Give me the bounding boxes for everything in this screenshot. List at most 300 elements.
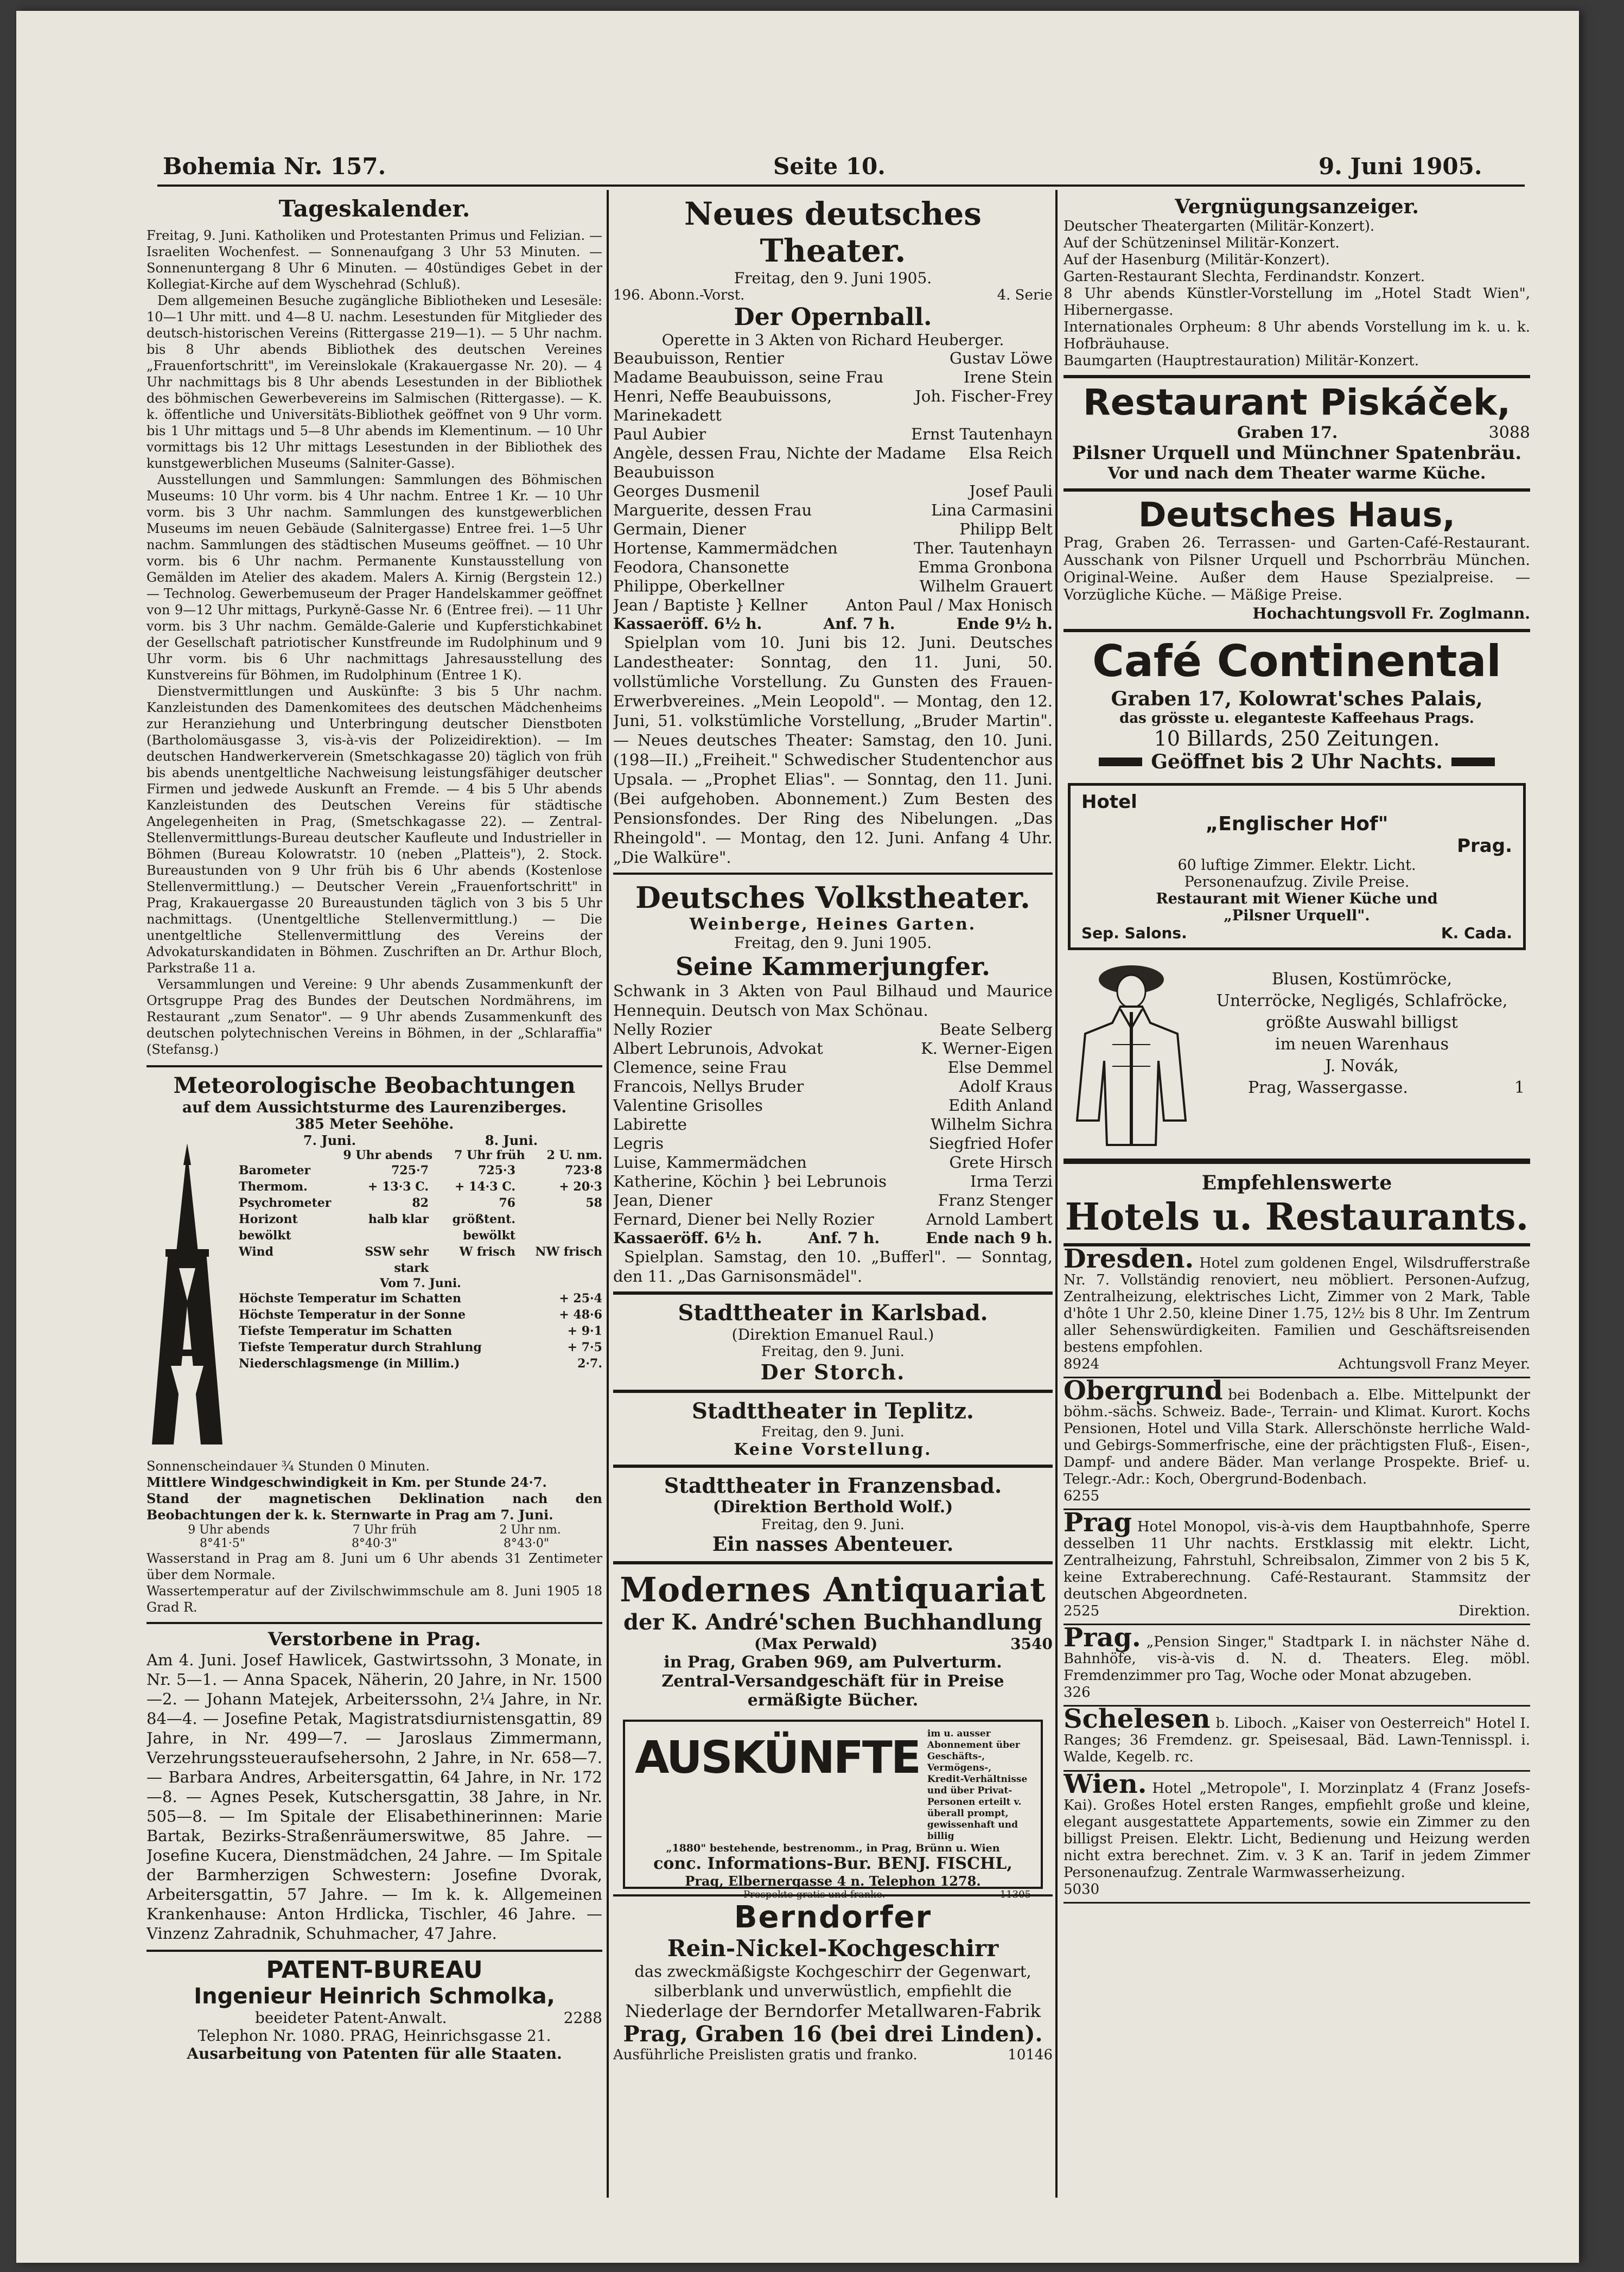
vergnuegung-line: Deutscher Theatergarten (Militär-Konzert).	[1063, 218, 1375, 234]
meteo-row-value: W frisch	[459, 1245, 515, 1259]
volks-ende: Ende nach 9 h.	[926, 1229, 1053, 1247]
decl-time-1: 9 Uhr abends	[188, 1523, 270, 1537]
antiquariat-num: 3540	[1010, 1635, 1053, 1653]
cast-row	[613, 1134, 1053, 1153]
auskuenfte-num: 11305	[999, 1889, 1031, 1900]
vergnuegung-lines	[1063, 218, 1530, 370]
column-2	[613, 195, 1053, 2192]
volks-spielplan: Spielplan. Samstag, den 10. „Bufferl". — Sonntag, den 11. „Das Garnisonsmädel".	[613, 1248, 1053, 1285]
novak-text	[1199, 969, 1525, 1099]
neues-ende: Ende 9½ h.	[956, 615, 1053, 633]
englischer-l1: 60 luftige Zimmer. Elektr. Licht.	[1177, 857, 1416, 874]
column-1	[147, 195, 602, 2192]
cast-row	[613, 1020, 1053, 1039]
cafe-name: Café Continental	[1092, 636, 1501, 686]
cafe-l3: 10 Billards, 250 Zeitungen.	[1154, 727, 1440, 750]
meteo-wind-speed: Mittlere Windgeschwindigkeit in Km. per Stunde 24·7.	[147, 1474, 547, 1490]
cast-row	[613, 482, 1053, 501]
meteo-temp-value: + 25·4	[559, 1291, 602, 1306]
cast-actor: Irene Stein	[963, 368, 1053, 386]
cast-actor: K. Werner-Eigen	[921, 1039, 1053, 1058]
meteo-temp-row	[239, 1323, 602, 1339]
franzensbad-dir: (Direktion Berthold Wolf.)	[712, 1498, 953, 1517]
tageskalender-p3: Ausstellungen und Sammlungen: Sammlungen des Böhmischen Museums: 10 Uhr vorm. bis 4 Uhr nachm. Entree 1 Kr. — 10 Uhr vorm. bis 3 Uhr nachm. Sammlungen des kunstgewerblichen Museums im neuen Gebäude (Salnitergasse) Entree frei. 1—5 Uhr nachm. Sammlungen des städtischen Museums geöffnet. — 10 Uhr vorm. bis 6 Uhr nachm. Permanente Kunstausstellung von Gemälden im Atelier des akadem. Malers A. Kirnig (Bergstein 12.) — Technolog. Gewerbemuseum der Prager Handelskammer geöffnet von 9—12 Uhr mittags, Purkyně-Gasse Nr. 6 (Entree frei). — 11 Uhr vorm. bis 3 Uhr nachm. Gemälde-Galerie und Kupferstichkabinet der Gesellschaft patriotischer Kunstfreunde im Rudolphinum und 9 Uhr vorm. bis 6 Uhr nachmittags Jahresausstellung des Kunstvereins für Böhmen, im Rudolphinum (Entree 1 K).	[147, 472, 602, 683]
header-rule	[157, 184, 1525, 187]
meteo-row-value: halb klar	[368, 1212, 429, 1226]
englischer-l4: „Pilsner Urquell".	[1224, 907, 1370, 924]
auskuenfte-side: im u. ausser Abonnement über Geschäfts-, Vermögens-, Kredit-Verhältnisse und über Privat-Personen erteilt v. überall prompt, gewissenhaft und billig	[927, 1728, 1028, 1842]
novak-row	[1199, 1077, 1525, 1099]
hotel-entry-text-block	[1063, 1769, 1530, 1881]
cast-row	[613, 387, 1053, 425]
cast-role: Valentine Grisolles	[613, 1096, 763, 1115]
cafe-l4-row	[1063, 750, 1530, 773]
divider	[613, 1390, 1053, 1393]
berndorfer-num: 10146	[1008, 2047, 1053, 2063]
cast-actor: Josef Pauli	[969, 482, 1053, 500]
cast-row	[613, 425, 1053, 444]
meteo-temp-row	[239, 1307, 602, 1323]
meteo-row-label: Wind	[239, 1245, 274, 1259]
meteo-row	[239, 1195, 602, 1211]
neues-kasse: Kassaeröff. 6½ h.	[613, 615, 762, 633]
cast-row	[613, 1039, 1053, 1058]
vergnuegung-line: Auf der Schützeninsel Militär-Konzert.	[1063, 235, 1340, 251]
arrow-left-icon	[1099, 758, 1142, 766]
meteo-row-value: SSW sehr stark	[365, 1245, 429, 1275]
divider	[147, 1622, 602, 1624]
meteo-row-value: 725·7	[391, 1163, 429, 1178]
patent-last: Ausarbeitung von Patenten für alle Staaten.	[187, 2045, 562, 2063]
hotel-footer	[1063, 1881, 1530, 1898]
meteo-row-value: 723·8	[565, 1163, 602, 1178]
cast-actor: Beate Selberg	[939, 1020, 1053, 1039]
header-center: Seite 10.	[773, 153, 886, 180]
englischer-owner: K. Cada.	[1441, 924, 1512, 942]
hotel-entry	[1063, 1622, 1530, 1707]
cast-role: Labirette	[613, 1115, 687, 1134]
meteo-row-value: + 14·3 C.	[454, 1180, 515, 1194]
meteo-temp-row	[239, 1339, 602, 1355]
deutscheshaus-sign: Hochachtungsvoll Fr. Zoglmann.	[1252, 604, 1530, 622]
meteo-temp-label: Höchste Temperatur im Schatten	[239, 1291, 461, 1306]
meteo-row-value: größtent. bewölkt	[452, 1212, 515, 1243]
meteo-temp-value: + 7·5	[567, 1340, 602, 1354]
cast-row	[613, 444, 1053, 482]
meteo-row-value: + 13·3 C.	[367, 1180, 429, 1194]
meteo-block	[147, 1132, 602, 1458]
tageskalender-p1: Freitag, 9. Juni. Katholiken und Protestanten Primus und Felizian. — Israeliten Wochenfest. — Sonnenaufgang 3 Uhr 53 Minuten. — Sonnenuntergang 8 Uhr 6 Minuten. — 40stündiges Gebet in der Kollegiat-Kirche auf dem Wyschehrad (Schluß).	[147, 228, 602, 292]
hotel-num: 6255	[1063, 1488, 1100, 1504]
meteo-water: Wasserstand in Prag am 8. Juni um 6 Uhr abends 31 Zentimeter über dem Normale.	[147, 1551, 602, 1582]
hotel-entry	[1063, 1507, 1530, 1625]
cafe-desc: das grösste u. eleganteste Kaffeehaus Prags.	[1119, 710, 1474, 727]
tageskalender-p5: Versammlungen und Vereine: 9 Uhr abends Zusammenkunft der Ortsgruppe Prag des Bundes der Deutschen Nordmährens, im Restaurant „zum Senator". — 9 Uhr abends Zusammenkunft des deutschen polytechnischen Vereins in Böhmen, in der „Schlaraffia" (Stefansg.)	[147, 977, 602, 1057]
header-right: 9. Juni 1905.	[1319, 153, 1482, 180]
thick-divider	[1063, 1159, 1530, 1164]
meteo-row	[239, 1179, 602, 1195]
cast-row	[613, 1191, 1053, 1210]
cast-actor: Grete Hirsch	[949, 1153, 1053, 1172]
antiquariat-l5: Zentral-Versandgeschäft für in Preise ermäßigte Bücher.	[661, 1672, 1004, 1710]
cast-row	[613, 1153, 1053, 1172]
meteo-date-1: 7. Juni.	[303, 1132, 356, 1148]
cast-actor: Adolf Kraus	[959, 1077, 1053, 1096]
karlsbad-play: Der Storch.	[760, 1360, 906, 1384]
cast-row	[613, 349, 1053, 368]
meteo-temp-label: Höchste Temperatur in der Sonne	[239, 1308, 466, 1322]
meteo-row	[239, 1244, 602, 1276]
cast-actor: Philipp Belt	[959, 520, 1053, 538]
hotel-num: 8924	[1063, 1356, 1100, 1372]
auskuenfte-ad	[623, 1720, 1043, 1900]
englischer-name: „Englischer Hof"	[1205, 813, 1389, 835]
cast-role: Madame Beaubuisson, seine Frau	[613, 368, 884, 386]
novak-l5: J. Novák,	[1325, 1057, 1399, 1075]
meteo-temp-value: + 48·6	[559, 1308, 602, 1322]
divider	[1063, 375, 1530, 378]
volks-kasse: Kassaeröff. 6½ h.	[613, 1229, 762, 1247]
hotel-text: Hotel Monopol, vis-à-vis dem Hauptbahnhofe, Sperre desselben 11 Uhr nachts. Erstklassig mit elektr. Licht, Zentralheizung, Fahrstuhl, Schreibsalon, Zimmer von 2 bis 5 K, keine Extraberechnung. Café-Restaurant. Stammsitz der deutschen Abgeordneten.	[1063, 1519, 1530, 1602]
volks-title: Deutsches Volkstheater.	[635, 880, 1030, 915]
header-left: Bohemia Nr. 157.	[163, 153, 386, 180]
cast-actor: Elsa Reich	[968, 444, 1053, 462]
tageskalender-title: Tageskalender.	[278, 195, 470, 222]
hotel-text: „Pension Singer," Stadtpark I. in nächster Nähe d. Bahnhöfe, vis-à-vis d. N. d. Theaters. Eleg. möbl. Fremdenzimmer pro Tag, Woche oder Monat abzugeben.	[1063, 1634, 1530, 1684]
meteo-row-value: 58	[585, 1196, 602, 1210]
meteo-time-1: 9 Uhr abends	[343, 1148, 433, 1162]
cast-row	[613, 1210, 1053, 1229]
cast-row	[613, 1115, 1053, 1134]
meteo-temp-label: Niederschlagsmenge (in Millim.)	[239, 1357, 460, 1371]
hotel-footer	[1063, 1684, 1530, 1701]
cast-row	[613, 539, 1053, 558]
neues-play: Der Opernball.	[734, 303, 932, 331]
englischer-city: Prag.	[1457, 835, 1512, 857]
piskacek-name: Restaurant Piskáček,	[1082, 381, 1511, 423]
cast-actor: Irma Terzi	[970, 1172, 1053, 1191]
column-divider	[1055, 190, 1058, 2198]
meteo-time-2: 7 Uhr früh	[454, 1148, 525, 1162]
hotel-num: 326	[1063, 1684, 1091, 1701]
franzensbad-title: Stadttheater in Franzensbad.	[664, 1473, 1002, 1498]
meteo-table	[239, 1132, 602, 1372]
neues-date: Freitag, den 9. Juni 1905.	[734, 269, 932, 287]
piskacek-num: 3088	[1488, 423, 1530, 442]
woman-blouse-illustration	[1069, 958, 1194, 1148]
vergnuegung-line: 8 Uhr abends Künstler-Vorstellung im „Hotel Stadt Wien", Hibernergasse.	[1063, 285, 1530, 319]
decl-val-3: 8°43·0"	[503, 1537, 550, 1550]
meteo-temp-value: + 9·1	[567, 1324, 602, 1338]
cast-row	[613, 1172, 1053, 1191]
divider	[1063, 488, 1530, 492]
englischer-hotel: Hotel	[1081, 791, 1137, 813]
novak-l1: Blusen, Kostümröcke,	[1271, 970, 1453, 989]
cast-actor: Arnold Lambert	[926, 1210, 1053, 1229]
meteo-temp-label: Tiefste Temperatur durch Strahlung	[239, 1340, 482, 1354]
antiquariat-row	[613, 1635, 1053, 1653]
hotel-footer	[1063, 1488, 1530, 1504]
hotel-entry-text-block	[1063, 1244, 1530, 1356]
novak-l6: Prag, Wassergasse.	[1248, 1078, 1408, 1097]
decl-val-2: 8°40·3"	[351, 1537, 398, 1550]
auskuenfte-l5: Prospekte gratis und franko.	[743, 1889, 886, 1900]
neues-spielplan: Spielplan vom 10. Juni bis 12. Juni. Deutsches Landestheater: Sonntag, den 11. Juni, 50. vollstümliche Vorstellung. Zu Gunsten des Frauen-Erwerbvereines. „Mein Leopold". — Montag, den 12. Juni, 51. volkstümliche Vorstellung, „Bruder Martin". — Neues deutsches Theater: Samstag, den 10. Juni. (198—II.) „Freiheit." Schwedischer Studentenchor aus Upsala. — „Prophet Elias". — Sonntag, den 11. Juni. (Bei aufgehoben. Abonnement.) Zum Besten des Pensionsfondes. Der Ring des Nibelungen. „Das Rheingold". — Montag, den 12. Juni. Anfang 4 Uhr. „Die Walküre".	[613, 633, 1053, 867]
novak-l2: Unterröcke, Negligés, Schlafröcke,	[1216, 991, 1508, 1010]
antiquariat-l3: (Max Perwald)	[754, 1635, 878, 1653]
cast-actor: Emma Gronbona	[918, 558, 1053, 576]
meteo-row-value	[515, 1211, 602, 1244]
hotel-entry	[1063, 1704, 1530, 1772]
auskuenfte-l2: „1880" bestehende, bestrenomm., in Prag, Brünn u. Wien	[666, 1842, 1000, 1854]
neues-anf: Anf. 7 h.	[823, 615, 895, 633]
tageskalender-p4: Dienstvermittlungen und Auskünfte: 3 bis 5 Uhr nachm. Kanzleistunden des Damenkomitees des deutschen Mädchenheims zur Heranziehung und Unterbringung deutscher Dienstboten (Bartholomäusgasse 3, vis-à-vis der Polizeidirektion). — Im deutschen Handwerkerverein (Smetschkagasse 20) täglich von früh bis abends unentgeltliche Nachweisung leistungsfähiger deutscher Firmen und jedwede Auskunft an Fremde. — 4 bis 5 Uhr abends Kanzleistunden des Deutschen Vereins für städtische Angelegenheiten in Prag, (Smetschkagasse 22). — Zentral-Stellenvermittlungs-Bureau deutscher Kaufleute und Industrieller in Böhmen (Bureau Kolowratstr. 10 (neben „Platteis"), 2. Stock. Bureaustunden von 9 Uhr früh bis 6 Uhr abends (Kostenlose Stellenvermittlung.) — Deutscher Verein „Frauenfortschritt" in Prag, Krakauergasse 20 Bureaustunden täglich von 3 bis 5 Uhr nachmittags. (Unentgeltliche Stellenvermittlung.) — Die unentgeltliche Stellenvermittlung des Vereins der Advokaturskandidaten in Böhmen. Zuschriften an Dr. Arthur Bloch, Parkstraße 11 a.	[147, 684, 602, 976]
piskacek-l3: Vor und nach dem Theater warme Küche.	[1107, 464, 1486, 483]
cast-actor: Anton Paul / Max Honisch	[845, 596, 1053, 614]
cast-actor: Wilhelm Grauert	[919, 577, 1053, 595]
hotel-entry-text-block	[1063, 1507, 1530, 1603]
divider	[1063, 629, 1530, 632]
meteo-temps	[239, 1290, 602, 1372]
cast-role: Jean, Diener	[613, 1191, 712, 1210]
neues-serie: 4. Serie	[997, 287, 1053, 303]
cast-role: Nelly Rozier	[613, 1020, 712, 1039]
cast-actor: Franz Stenger	[938, 1191, 1053, 1210]
cast-role: Fernard, Diener bei Nelly Rozier	[613, 1210, 874, 1229]
cast-actor: Siegfried Hofer	[928, 1134, 1053, 1153]
cafe-l4: Geöffnet bis 2 Uhr Nachts.	[1151, 750, 1443, 773]
teplitz-date: Freitag, den 9. Juni.	[761, 1424, 905, 1440]
meteo-temp-label: Tiefste Temperatur im Schatten	[239, 1324, 453, 1338]
cast-role: Germain, Diener	[613, 520, 746, 538]
hotel-text: Hotel „Metropole", I. Morzinplatz 4 (Franz Josefs-Kai). Großes Hotel ersten Ranges, empfiehlt große und kleine, elegant ausgestattete Appartements, sowie ein Zimmer zu den billigst Preisen. Elektr. Licht, Bedienung und Heizung werden nicht extra berechnet. Zim. v. 3 K an. Tarif in jedem Zimmer Personenaufzug. Zentrale Warmwasserheizung.	[1063, 1780, 1530, 1881]
tower-icon	[147, 1143, 228, 1447]
neues-abon: 196. Abonn.-Vorst.	[613, 287, 745, 303]
neues-abon-row	[613, 287, 1053, 303]
cast-actor: Ernst Tautenhayn	[910, 425, 1053, 443]
cast-row	[613, 596, 1053, 615]
hotel-num: 5030	[1063, 1881, 1100, 1898]
decl-time-3: 2 Uhr nm.	[499, 1523, 561, 1537]
berndorfer-sub: Rein-Nickel-Kochgeschirr	[667, 1935, 999, 1962]
franzensbad-date: Freitag, den 9. Juni.	[761, 1517, 905, 1533]
englischer-sep: Sep. Salons.	[1081, 924, 1187, 942]
meteo-row-label: Thermom.	[239, 1180, 308, 1194]
hotel-city: Prag	[1063, 1507, 1132, 1538]
meteo-time-3: 2 U. nm.	[546, 1148, 602, 1162]
column-divider	[607, 190, 609, 2198]
novak-num: 1	[1514, 1078, 1525, 1097]
meteo-date-2: 8. Juni.	[485, 1132, 538, 1148]
hotel-text: b. Liboch. „Kaiser von Oesterreich" Hotel I. Ranges; 36 Fremdenz. gr. Speisesaal, Bäd. Lawn-Tennisspl. i. Walde, Kegelb. rc.	[1063, 1715, 1530, 1765]
berndorfer-text: das zweckmäßigste Kochgeschirr der Gegenwart, silberblank und unverwüstlich, empfiehlt die	[634, 1962, 1031, 2000]
hotels-pre: Empfehlenswerte	[1201, 1172, 1392, 1194]
cast-role: Katherine, Köchin } bei Lebrunois	[613, 1172, 887, 1191]
englischer-hof-ad	[1068, 783, 1526, 950]
hotel-entry-text-block	[1063, 1376, 1530, 1488]
patent-num: 2288	[563, 2009, 602, 2027]
novak-l3: größte Auswahl billigst	[1266, 1013, 1458, 1032]
volks-play: Seine Kammerjungfer.	[675, 952, 991, 981]
cast-actor: Else Demmel	[947, 1058, 1053, 1077]
divider	[613, 873, 1053, 875]
cast-row	[613, 368, 1053, 387]
meteo-row-value: 76	[499, 1196, 515, 1210]
cast-row	[613, 1058, 1053, 1077]
karlsbad-date: Freitag, den 9. Juni.	[761, 1344, 905, 1360]
divider	[613, 1465, 1053, 1468]
meteo-row-value: 82	[412, 1196, 429, 1210]
hotel-text: bei Bodenbach a. Elbe. Mittelpunkt der böhm.-sächs. Schweiz. Bade-, Terrain- und Klimat. Kurort. Kochs Pensionen, Hotel und Villa Stark. Allerschönste herrliche Wald- und Gebirgs-Sommerfrische, eine der prächtigsten Fluß-, Eisen-, Dampf- und andere Bäder. Man verlange Prospekte. Brief- u. Telegr.-Adr.: Koch, Obergrund-Bodenbach.	[1063, 1387, 1530, 1487]
englischer-l2: Personenaufzug. Zivile Preise.	[1184, 874, 1410, 890]
teplitz-title: Stadttheater in Teplitz.	[692, 1398, 974, 1424]
franzensbad-play: Ein nasses Abenteuer.	[712, 1533, 954, 1556]
tageskalender-p2: Dem allgemeinen Besuche zugängliche Bibliotheken und Lesesäle: 10—1 Uhr mitt. und 4—8 U. nachm. Lesestunden für Mitglieder des deutsch-historischen Vereins (Rittergasse 219—1). — 5 Uhr nachm. bis 8 Uhr abends Bibliothek des deutschen Vereines „Frauenfortschritt", im Vereinslokale (Krakauergasse Nr. 20). — 4 Uhr nachmittags bis 8 Uhr abends Lesestunden in der Bibliothek des böhmischen Gewerbevereins im Salmischen (Rittergasse). — K. k. öffentliche und Universitäts-Bibliothek geöffnet von 9 Uhr vorm. bis 1 Uhr mittags und 5—8 Uhr abends im Klementinum. — 10 Uhr vormittags bis 12 Uhr mittags Lesestunden in der Bibliothek des kunstgewerblichen Museums (Salniter-Gasse).	[147, 293, 602, 471]
auskuenfte-row	[635, 1889, 1031, 1900]
cast-role: Clemence, seine Frau	[613, 1058, 787, 1077]
cast-row	[613, 1077, 1053, 1096]
cast-row	[613, 501, 1053, 520]
piskacek-addr-row	[1063, 423, 1530, 442]
meteo-temp-row	[239, 1355, 602, 1372]
meteo-row-label: Barometer	[239, 1163, 311, 1178]
piskacek-addr: Graben 17.	[1237, 423, 1338, 442]
divider	[613, 1291, 1053, 1295]
hotel-city: Schelesen	[1063, 1704, 1211, 1734]
meteo-decl-values	[147, 1537, 602, 1550]
cast-row	[613, 558, 1053, 577]
cast-actor: Edith Anland	[948, 1096, 1053, 1115]
karlsbad-dir: (Direktion Emanuel Raul.)	[731, 1326, 934, 1344]
auskuenfte-l4: Prag, Elbernergasse 4 n. Telephon 1278.	[685, 1873, 981, 1889]
hotel-entry-text-block	[1063, 1704, 1530, 1766]
cast-role: Luise, Kammermädchen	[613, 1153, 807, 1172]
meteo-title: Meteorologische Beobachtungen	[173, 1073, 576, 1098]
cast-actor: Wilhelm Sichra	[931, 1115, 1053, 1134]
meteo-decl-times	[147, 1523, 602, 1537]
column-3	[1063, 195, 1530, 2192]
meteo-subtitle: auf dem Aussichtsturme des Laurenziberges.	[182, 1098, 567, 1116]
cast-row	[613, 520, 1053, 539]
vergnuegung-line: Baumgarten (Hauptrestauration) Militär-Konzert.	[1063, 353, 1419, 369]
volks-desc: Schwank in 3 Akten von Paul Bilhaud und Maurice Hennequin. Deutsch von Max Schönau.	[613, 982, 1053, 1020]
novak-ad	[1063, 958, 1530, 1153]
cast-actor: Gustav Löwe	[950, 349, 1053, 367]
teplitz-play: Keine Vorstellung.	[734, 1440, 932, 1459]
meteo-row-value: 725·3	[478, 1163, 515, 1178]
cast-actor: Ther. Tautenhayn	[914, 539, 1053, 557]
hotel-entry-text-block	[1063, 1622, 1530, 1684]
cast-role: Beaubuisson, Rentier	[613, 349, 784, 367]
meteo-sunshine: Sonnenscheindauer ¾ Stunden 0 Minuten.	[147, 1459, 430, 1474]
hotel-num: 2525	[1063, 1603, 1100, 1619]
meteo-row-value: NW frisch	[535, 1245, 602, 1259]
auskuenfte-big: AUSKÜNFTE	[635, 1732, 920, 1784]
hotel-text: Hotel zum goldenen Engel, Wilsdrufferstraße Nr. 7. Vollständig renoviert, neu möbliert. Personen-Aufzug, Zentralheizung, elektrisches Licht, Zimmer von 2 Mark, Table d'hôte 1 Uhr 2.50, kleine Diner 1.75, 12½ bis 8 Uhr. Im Zentrum aller Sehenswürdigkeiten. Familien und Geschäftsreisenden bestens empfohlen.	[1063, 1255, 1530, 1355]
berndorfer-l5: Ausführliche Preislisten gratis und franko.	[613, 2047, 918, 2063]
novak-l4: im neuen Warenhaus	[1275, 1035, 1449, 1054]
hotel-city: Prag.	[1063, 1622, 1141, 1653]
berndorfer-title: Berndorfer	[734, 1900, 932, 1935]
cast-role: Philippe, Oberkellner	[613, 577, 785, 595]
meteo-row-value: + 20·3	[559, 1180, 602, 1194]
cast-row	[613, 1096, 1053, 1115]
antiquariat-l2: der K. André'schen Buchhandlung	[623, 1609, 1042, 1635]
cast-role: Hortense, Kammermädchen	[613, 539, 838, 557]
meteo-water-temp: Wassertemperatur auf der Zivilschwimmschule am 8. Juni 1905 18 Grad R.	[147, 1583, 602, 1615]
cast-role: Feodora, Chansonette	[613, 558, 789, 576]
hotel-sign: Achtungsvoll Franz Meyer.	[1338, 1356, 1530, 1372]
meteo-vom: Vom 7. Juni.	[380, 1276, 461, 1290]
hotel-city: Wien.	[1063, 1769, 1147, 1799]
hotel-entry	[1063, 1769, 1530, 1904]
arrow-right-icon	[1451, 758, 1495, 766]
berndorfer-l4: Prag, Graben 16 (bei drei Linden).	[623, 2021, 1043, 2047]
antiquariat-l1: Modernes Antiquariat	[620, 1570, 1046, 1609]
berndorfer-row	[613, 2047, 1053, 2063]
vergnuegung-line: Garten-Restaurant Slechta, Ferdinandstr. Konzert.	[1063, 269, 1425, 285]
cast-role: Marguerite, dessen Frau	[613, 501, 812, 519]
hotels-entries	[1063, 1244, 1530, 1904]
patent-tel: Telephon Nr. 1080. PRAG, Heinrichsgasse 21.	[198, 2027, 551, 2045]
deaths-title: Verstorbene in Prag.	[268, 1628, 481, 1650]
hotel-entry	[1063, 1376, 1530, 1510]
englischer-l3: Restaurant mit Wiener Küche und	[1156, 890, 1438, 907]
cast-role: Angèle, dessen Frau, Nichte der Madame Beaubuisson	[613, 444, 946, 481]
newspaper-page	[16, 11, 1579, 2263]
volks-date: Freitag, den 9. Juni 1905.	[734, 934, 932, 952]
neues-desc: Operette in 3 Akten von Richard Heuberger.	[661, 331, 1004, 349]
divider	[613, 1561, 1053, 1564]
berndorfer-l3: Niederlage der Berndorfer Metallwaren-Fabrik	[625, 2001, 1041, 2021]
deutscheshaus-text: Prag, Graben 26. Terrassen- und Garten-Café-Restaurant. Ausschank von Pilsner Urquell und Pschorrbräu München. Original-Weine. Außer dem Hause Spezialpreise. — Vorzügliche Küche. — Mäßige Preise.	[1063, 534, 1530, 603]
cast-role: Francois, Nellys Bruder	[613, 1077, 804, 1096]
hotels-title: Hotels u. Restaurants.	[1065, 1195, 1529, 1239]
vergnuegung-line: Internationales Orpheum: 8 Uhr abends Vorstellung im k. u. k. Hofbräuhause.	[1063, 319, 1530, 352]
cast-actor: Joh. Fischer-Frey	[915, 387, 1053, 405]
decl-time-2: 7 Uhr früh	[352, 1523, 417, 1537]
cast-role: Henri, Neffe Beaubuissons, Marinekadett	[613, 387, 832, 424]
cast-row	[613, 577, 1053, 596]
hotel-footer	[1063, 1356, 1530, 1372]
divider	[147, 1950, 602, 1952]
hotel-entry	[1063, 1244, 1530, 1378]
neues-times	[613, 615, 1053, 633]
cast-role: Georges Dusmenil	[613, 482, 760, 500]
antiquariat-l4: in Prag, Graben 969, am Pulverturm.	[664, 1653, 1002, 1672]
meteo-rows	[239, 1162, 602, 1276]
cast-role: Jean / Baptiste } Kellner	[613, 596, 807, 614]
volks-loc: Weinberge, Heines Garten.	[689, 915, 977, 934]
cast-role: Paul Aubier	[613, 425, 706, 443]
neues-cast	[613, 349, 1053, 615]
hotel-city: Obergrund	[1063, 1376, 1223, 1406]
volks-cast	[613, 1020, 1053, 1229]
deutscheshaus-name: Deutsches Haus,	[1138, 495, 1455, 534]
volks-anf: Anf. 7 h.	[808, 1229, 880, 1247]
volks-times	[613, 1229, 1053, 1247]
decl-val-1: 8°41·5"	[199, 1537, 246, 1550]
patent-title: PATENT-BUREAU	[266, 1956, 483, 1984]
meteo-temp-row	[239, 1290, 602, 1307]
meteo-temp-value: 2·7.	[577, 1357, 602, 1371]
meteo-row-label: Psychrometer	[239, 1196, 332, 1210]
meteo-height: 385 Meter Seehöhe.	[295, 1116, 454, 1132]
meteo-row	[239, 1162, 602, 1179]
meteo-declination: Stand der magnetischen Deklination nach den Beobachtungen der k. k. Sternwarte in Prag am 7. Juni.	[147, 1491, 602, 1523]
englischer-row	[1081, 924, 1512, 942]
vergnuegung-line: Auf der Hasenburg (Militär-Konzert).	[1063, 252, 1330, 268]
